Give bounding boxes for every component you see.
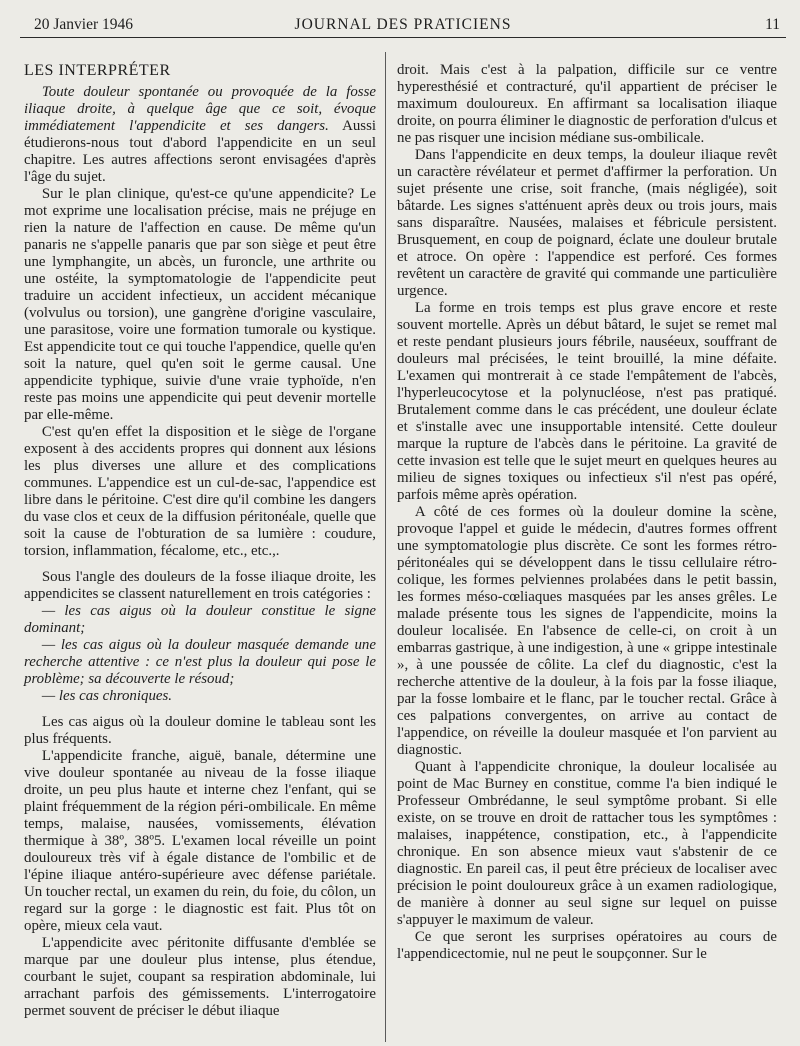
issue-date: 20 Janvier 1946 bbox=[34, 16, 134, 33]
running-header bbox=[20, 13, 786, 38]
intro-rest: Aussi étudierons-nous tout d'abord l'appendicite en un seul chapitre. Les autres affections seront envisagées d'après l'âge du sujet. bbox=[24, 118, 376, 185]
left-column bbox=[24, 62, 376, 1020]
paragraph: Les cas aigus où la douleur domine le tableau sont les plus fréquents. bbox=[24, 714, 376, 747]
paragraph: C'est qu'en effet la disposition et le siège de l'organe exposent à des accidents propres qui donnent aux lésions les plus diverses une allure et des complications communes. L'appendice est un cul-de-sac, l'appendice est libre dans le péritoine. C'est dire qu'il combine les dangers du vase clos et ceux de la diffusion péritonéale, quelle que soit la cause de l'obturation de sa lumière : coudure, torsion, inflammation, fécalome, etc., etc.,. bbox=[24, 424, 376, 559]
right-column bbox=[397, 62, 777, 963]
category-item bbox=[24, 688, 376, 705]
paragraph: droit. Mais c'est à la palpation, difficile sur ce ventre hyperesthésié et contracturé, qu'il appartient de préciser le maximum douloureux. En affirmant sa localisation iliaque droite, on pourra éliminer le diagnostic de perforation d'ulcus et ne pas risquer une incision médiane sus-ombilicale. bbox=[397, 62, 777, 146]
intro-italic: Toute douleur spontanée ou provoquée de la fosse iliaque droite, à quelque âge que ce soit, évoque immédiatement l'appendicite et ses dangers. bbox=[24, 84, 376, 134]
category-item-text: — les cas aigus où la douleur constitue le signe dominant; bbox=[24, 603, 376, 636]
category-item-text: — les cas chroniques. bbox=[41, 688, 173, 704]
paragraph: La forme en trois temps est plus grave encore et reste souvent mortelle. Après un début bâtard, le sujet se remet mal et reste pendant plusieurs jours fébrile, nauséeux, souffrant de douleurs mal précisées, le teint brouillé, la mine défaite. L'examen qui montrerait à ce stade l'empâtement de l'abcès, l'hyperleucocytose et la polynucléose, n'est pas pratiqué. Brutalement comme dans le cas précédent, une douleur éclate et s'installe avec une insupportable intensité. Cette douleur marque la rupture de l'abcès dans le péritoine. La gravité de cette invasion est telle que le sujet meurt en quelques heures au milieu de signes toxiques ou infectieux s'il n'est pas opéré, parfois même après opération. bbox=[397, 300, 777, 503]
column-divider bbox=[385, 52, 386, 1042]
category-item bbox=[24, 603, 376, 637]
journal-title: JOURNAL DES PRATICIENS bbox=[294, 16, 512, 33]
paragraph: Sur le plan clinique, qu'est-ce qu'une appendicite? Le mot exprime une localisation précise, mais ne préjuge en rien la nature de l'affection en cause. De même qu'un panaris ne s'appelle panaris que par son siège et peut être une lymphangite, un abcès, un furoncle, une arthrite ou une ostéite, la symptomatologie de l'appendicite peut traduire un accident infectieux, un accident mécanique (volvulus ou torsion), une gangrène d'origine vasculaire, une parasitose, voire une formation tumorale ou kystique. Est appendicite tout ce qui touche l'appendice, quelle qu'en soit la nature, quel qu'en soit le germe causal. Une appendicite typhique, suivie d'une vraie typhoïde, n'en reste pas moins une appendicite qui peut devenir mortelle par elle-même. bbox=[24, 186, 376, 423]
category-item-text: — les cas aigus où la douleur masquée demande une recherche attentive : ce n'est plus la douleur qui pose le problème; sa découverte le résoud; bbox=[24, 637, 376, 687]
paragraph: Ce que seront les surprises opératoires au cours de l'appendicectomie, nul ne peut le soupçonner. Sur le bbox=[397, 929, 777, 962]
paragraph: A côté de ces formes où la douleur domine la scène, provoque l'appel et guide le médecin, d'autres formes offrent une symptomatologie plus discrète. Ce sont les formes rétro-péritonéales qui se développent dans le tissu cellulaire rétro-colique, les formes pelviennes prolabées dans le petit bassin, les formes méso-cœliaques masquées par les anses grêles. Le malade présente tous les signes de l'appendicite, moins la douleur localisée. En l'absence de celle-ci, on croit à un embarras gastrique, à une indigestion, à une « grippe intestinale », à une poussée de côlite. La clef du diagnostic, c'est la recherche attentive de la douleur, à la fois par la fosse iliaque, par la fosse lombaire et le flanc, par le toucher rectal. Grâce à ces palpations convergentes, on arrive au contact de l'appendice, on réveille la douleur masquée et l'on parvient au diagnostic. bbox=[397, 504, 777, 758]
paragraph: Sous l'angle des douleurs de la fosse iliaque droite, les appendicites se classent naturellement en trois catégories : bbox=[24, 569, 376, 602]
intro-paragraph bbox=[24, 84, 376, 186]
paragraph: Dans l'appendicite en deux temps, la douleur iliaque revêt un caractère révélateur et permet d'affirmer la perforation. Un sujet présente une crise, soit franche, (mais négligée), soit bâtarde. Les signes s'atténuent après deux ou trois jours, mais sans disparaître. Nausées, malaises et fébricule persistent. Brusquement, en coup de poignard, éclate une douleur brutale et atroce. On opère : l'appendice est perforé. Ces formes revêtent un caractère de gravité qui commande une particulière urgence. bbox=[397, 147, 777, 299]
paragraph: L'appendicite franche, aiguë, banale, détermine une vive douleur spontanée au niveau de la fosse iliaque droite, un peu plus haute et interne chez l'enfant, qui se plaint fréquemment de la région péri-ombilicale. En même temps, malaise, nausées, vomissements, élévation thermique à 38º, 38º5. L'examen local réveille un point douloureux très vif à égale distance de l'ombilic et de l'épine iliaque antéro-supérieure avec défense pariétale. Un toucher rectal, un examen du rein, du foie, du côlon, un regard sur la gorge : le diagnostic est fait. Plus tôt on opère, mieux cela vaut. bbox=[24, 748, 376, 934]
category-item bbox=[24, 637, 376, 688]
paragraph: L'appendicite avec péritonite diffusante d'emblée se marque par une douleur plus intense, plus étendue, courbant le sujet, coupant sa respiration abdominale, lui arrachant parfois des gémissements. L'interrogatoire permet souvent de préciser le début iliaque bbox=[24, 935, 376, 1019]
paragraph: Quant à l'appendicite chronique, la douleur localisée au point de Mac Burney en constitue, comme l'a bien indiqué le Professeur Ombrédanne, le seul symptôme probant. Si elle existe, on se trouve en droit de rattacher tous les symptômes : malaises, inappétence, constipation, etc., à l'appendicite chronique. En son absence mieux vaut s'abstenir de ce diagnostic. En pareil cas, il peut être précieux de localiser avec précision le point douloureux grâce à un examen radiologique, de manière à donner au seul signe sur lequel on puisse s'appuyer le maximum de valeur. bbox=[397, 759, 777, 928]
section-heading: LES INTERPRÉTER bbox=[24, 62, 171, 79]
page-number: 11 bbox=[765, 16, 780, 33]
